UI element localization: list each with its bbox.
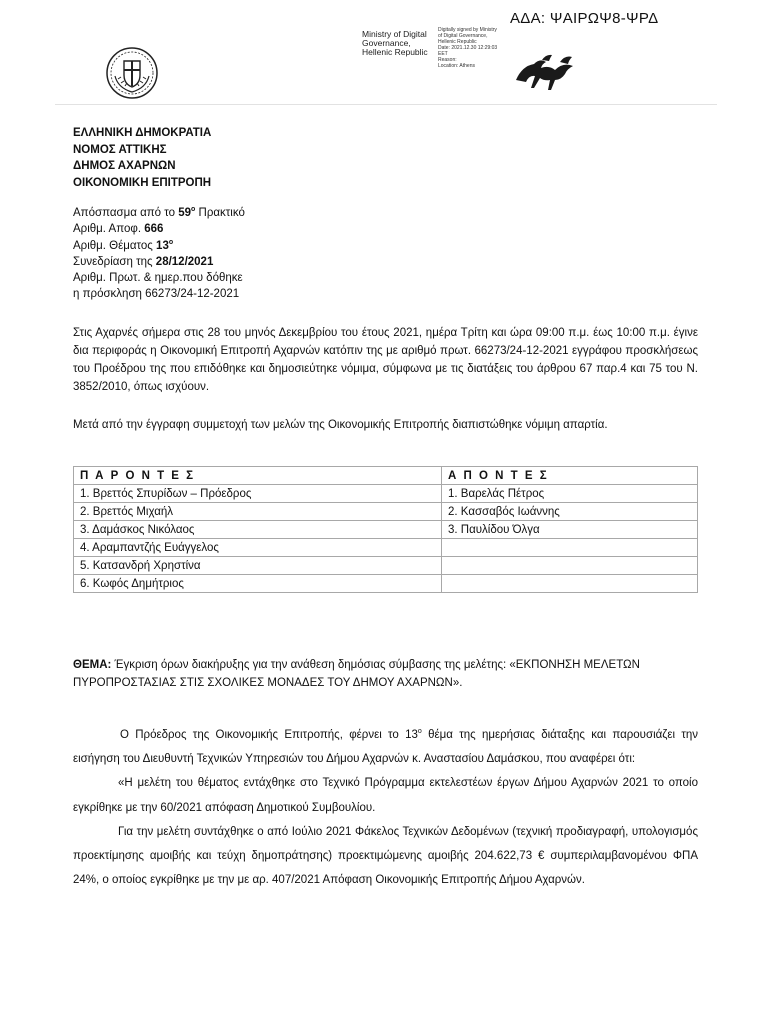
authority-line: ΕΛΛΗΝΙΚΗ ΔΗΜΟΚΡΑΤΙΑ bbox=[73, 127, 212, 139]
absent-member: 1. Βαρελάς Πέτρος bbox=[442, 485, 698, 503]
present-header: Π Α Ρ Ο Ν Τ Ε Σ bbox=[74, 467, 442, 485]
signature-line: EET bbox=[438, 51, 448, 57]
ministry-line: Ministry of Digital bbox=[362, 29, 427, 39]
authority-line: ΝΟΜΟΣ ΑΤΤΙΚΗΣ bbox=[73, 143, 167, 156]
table-row bbox=[74, 557, 698, 575]
absent-member: 3. Παυλίδου Όλγα bbox=[442, 521, 698, 539]
signature-line: Location: Athens bbox=[438, 63, 475, 69]
table-row bbox=[74, 539, 698, 557]
signature-line: Hellenic Republic bbox=[438, 39, 477, 45]
absent-header: Α Π Ο Ν Τ Ε Σ bbox=[442, 467, 698, 485]
present-member: 2. Βρεττός Μιχαήλ bbox=[74, 503, 442, 521]
present-member: 1. Βρεττός Σπυρίδων – Πρόεδρος bbox=[74, 485, 442, 503]
subject-paragraph bbox=[73, 656, 698, 692]
authority-line: ΔΗΜΟΣ ΑΧΑΡΝΩΝ bbox=[73, 160, 176, 172]
digital-signature-block bbox=[438, 27, 518, 69]
table-row bbox=[74, 521, 698, 539]
ordinal-sup: ο bbox=[168, 238, 174, 246]
minutes-line bbox=[73, 205, 245, 221]
quorum-paragraph: Μετά από την έγγραφη συμμετοχή των μελών της Οικονομικής Επιτροπής διαπιστώθηκε νόμιμη απαρτία. bbox=[73, 419, 608, 431]
diavgeia-horses-logo-icon bbox=[512, 52, 578, 92]
ministry-line: Hellenic Republic bbox=[362, 47, 428, 57]
minutes-suffix: Πρακτικό bbox=[195, 207, 245, 219]
body-paragraph bbox=[73, 723, 698, 771]
table-row bbox=[74, 485, 698, 503]
minutes-number: 59 bbox=[178, 207, 192, 219]
ordinal-sup: ο bbox=[417, 728, 422, 735]
signature-line: Reason: bbox=[438, 57, 457, 63]
invitation-line: η πρόσκληση 66273/24-12-2021 bbox=[73, 288, 240, 301]
minutes-label: Απόσπασμα από το bbox=[73, 207, 179, 219]
decision-number: 666 bbox=[144, 223, 164, 236]
absent-member bbox=[442, 557, 698, 575]
signature-line: Digitally signed by Ministry bbox=[438, 27, 497, 33]
protocol-line: Αριθμ. Πρωτ. & ημερ.που δόθηκε bbox=[73, 272, 243, 285]
body-text bbox=[73, 723, 698, 892]
header-divider bbox=[55, 104, 717, 105]
subject-label: ΘΕΜΑ: bbox=[73, 659, 112, 671]
ordinal-sup: ο bbox=[191, 206, 196, 213]
body-text-run: Ο Πρόεδρος της Οικονομικής Επιτροπής, φέρνει το 13 bbox=[120, 729, 418, 741]
ministry-line: Governance, bbox=[362, 38, 411, 48]
absent-member bbox=[442, 539, 698, 557]
absent-member bbox=[442, 575, 698, 593]
body-paragraph: «Η μελέτη του θέματος εντάχθηκε στο Τεχνικό Πρόγραμμα εκτελεστέων έργων Δήμου Αχαρνών 2021 το οποίο εγκρίθηκε με την 60/2021 απόφαση Δημοτικού Συμβουλίου. bbox=[73, 777, 698, 814]
hellenic-republic-seal-icon bbox=[105, 46, 159, 100]
issuing-authority bbox=[73, 125, 211, 191]
body-text-run: θέμα της ημερήσιας διάταξης και παρουσιάζει την εισήγηση του Διευθυντή Τεχνικών Υπηρεσιών του Δήμου Αχαρνών κ. Αναστασίου Δαμάσκου, που αναφέρει ότι: bbox=[73, 729, 699, 766]
signature-line: of Digital Governance, bbox=[438, 33, 488, 39]
table-row bbox=[74, 575, 698, 593]
session-label: Συνεδρίαση της bbox=[73, 255, 156, 268]
ministry-name bbox=[362, 30, 428, 57]
attendance-header-row bbox=[74, 467, 698, 485]
subject-number: 13 bbox=[156, 239, 169, 252]
subject-text: Έγκριση όρων διακήρυξης για την ανάθεση δημόσιας σύμβασης της μελέτης: «ΕΚΠΟΝΗΣΗ ΜΕΛΕΤΩΝ ΠΥΡΟΠΡΟΣΤΑΣΙΑΣ ΣΤΙΣ ΣΧΟΛΙΚΕΣ ΜΟΝΑΔΕΣ ΤΟΥ ΔΗΜΟΥ ΑΧΑΡΝΩΝ». bbox=[73, 659, 640, 689]
subject-number-label: Αριθμ. Θέματος bbox=[73, 239, 157, 252]
extract-details bbox=[73, 205, 245, 303]
attendance-table bbox=[73, 466, 698, 593]
decision-label: Αριθμ. Αποφ. bbox=[73, 223, 145, 236]
present-member: 4. Αραμπαντζής Ευάγγελος bbox=[74, 539, 442, 557]
subject-number-line bbox=[73, 238, 245, 254]
table-row bbox=[74, 503, 698, 521]
body-paragraph: Για την μελέτη συντάχθηκε ο από Ιούλιο 2021 Φάκελος Τεχνικών Δεδομένων (τεχνική προδιαγραφή, υπολογισμός προεκτίμησης αμοιβής και τεύχη δημοπράτησης) προεκτιμώμενης αμοιβής 204.622,73 € συμπεριλαμβανομένου ΦΠΑ 24%, ο οποίος εγκρίθηκε με την με αρ. 407/2021 Απόφαση Οικονομικής Επιτροπής Δήμου Αχαρνών. bbox=[73, 825, 698, 887]
present-member: 3. Δαμάσκος Νικόλαος bbox=[74, 521, 442, 539]
signature-line: Date: 2021.12.30 12:29:03 bbox=[438, 45, 498, 51]
ada-code: ΑΔΑ: ΨΑΙΡΩΨ8-ΨΡΔ bbox=[510, 10, 659, 27]
present-member: 5. Κατσανδρή Χρηστίνα bbox=[74, 557, 442, 575]
session-date: 28/12/2021 bbox=[155, 255, 214, 268]
authority-line: ΟΙΚΟΝΟΜΙΚΗ ΕΠΙΤΡΟΠΗ bbox=[73, 176, 212, 189]
decision-line bbox=[73, 221, 245, 237]
absent-member: 2. Κασσαβός Ιωάννης bbox=[442, 503, 698, 521]
meeting-paragraph: Στις Αχαρνές σήμερα στις 28 του μηνός Δεκεμβρίου του έτους 2021, ημέρα Τρίτη και ώρα 09:00 π.μ. έως 10:00 π.μ. έγινε δια περιφοράς η Οικονομική Επιτροπή Αχαρνών κατόπιν της με αριθμό πρωτ. 66273/24-12-2021 εγγράφου προσκλήσεως του Προέδρου της που επιδόθηκε και δημοσιεύτηκε νόμιμα, σύμφωνα με τις διατάξεις του άρθρου 67 παρ.4 και 75 του Ν. 3852/2010, όπως ισχύουν. bbox=[73, 327, 698, 393]
session-line bbox=[73, 254, 245, 270]
present-member: 6. Κωφός Δημήτριος bbox=[74, 575, 442, 593]
